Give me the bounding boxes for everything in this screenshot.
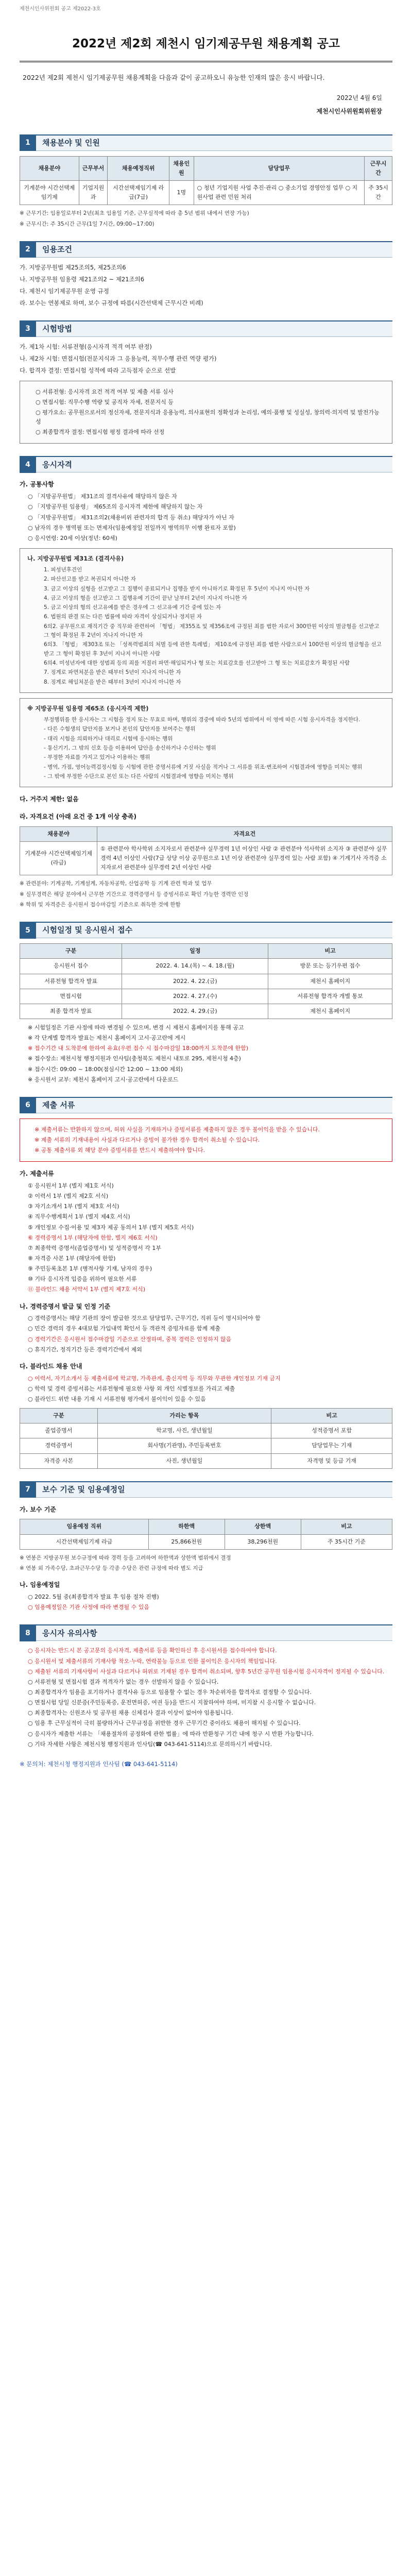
- disqualification-box: [20, 548, 392, 693]
- list-item: 8. 징계로 해임처분을 받은 때부터 3년이 지나지 아니한 자: [44, 679, 181, 685]
- exam-restriction-box: [20, 698, 392, 787]
- table-cell: 기계분야 시간선택제임기제: [20, 181, 79, 205]
- table-header: 구분: [20, 944, 122, 959]
- table-cell: 시간선택제임기제 라급(7급): [108, 181, 169, 205]
- list-item: - 다른 수험생의 답안지를 보거나 본인의 답안지를 보여주는 행위: [44, 726, 196, 733]
- section-3-header: [20, 320, 392, 337]
- list-item: ② 이력서 1부 (별지 제2호 서식): [28, 1193, 109, 1200]
- table-cell: 38,296천원: [225, 1534, 301, 1549]
- table-cell: 주 35시간: [365, 181, 392, 205]
- list-item: ○ 임용예정일은 기관 사정에 따라 변경될 수 있음: [28, 1604, 149, 1611]
- table-cell: 서류전형 합격자 개별 통보: [268, 989, 392, 1004]
- table-cell: 경력증명서: [20, 1438, 98, 1453]
- list-item: 4. 금고 이상의 형을 선고받고 그 집행유예 기간이 끝난 날부터 2년이 지나지 아니한 자: [44, 595, 247, 601]
- table-cell: 2022. 4. 14.(목) ~ 4. 18.(월): [122, 959, 268, 974]
- list-item: ○ 남자의 경우 병역필 또는 면제자(임용예정일 전일까지 병역의무 이행 완료자 포함): [28, 524, 236, 531]
- table-cell: 최종 합격자 발표: [20, 1004, 122, 1019]
- list-item: ○ 학력 및 경력 증빙서류는 서류전형에 필요한 사항 외 개인 식별정보를 가리고 제출: [28, 1385, 235, 1392]
- table-header: 근무시간: [365, 156, 392, 180]
- list-item: ○ 응시자가 제출한 서류는 「채용절차의 공정화에 관한 법률」에 따라 반환청구 기간 내에 청구 시 반환 가능합니다.: [28, 1730, 314, 1737]
- table-header: 비고: [268, 944, 392, 959]
- subsection-title: 다. 거주지 제한: 없음: [20, 795, 79, 803]
- list-item: ※ 시험일정은 기관 사정에 따라 변경될 수 있으며, 변경 시 제천시 홈페이지를 통해 공고: [28, 1024, 244, 1031]
- section-5-header: [20, 922, 392, 938]
- table-cell: 시간선택제임기제 라급: [20, 1534, 149, 1549]
- table-cell: ○ 청년 기업지원 사업 추진·관리 ○ 중소기업 경영안정 업무 ○ 지원사업 관련 민원 처리: [194, 181, 365, 205]
- table-row: [20, 1004, 392, 1019]
- list-item: ○ 서류전형 및 면접시험 결과 적격자가 없는 경우 선발하지 않을 수 있습니다.: [28, 1678, 219, 1685]
- section-title: 임용조건: [42, 245, 72, 255]
- section-number: 8: [20, 1625, 36, 1641]
- list-item: 나. 제2차 시험: 면접시험(전문지식과 그 응용능력, 직무수행 관련 역량 평가): [20, 354, 217, 362]
- announcement-date: 2022년 4월 6일: [336, 94, 382, 102]
- table-header: 채용예정직위: [108, 156, 169, 180]
- page-title: 2022년 제2회 제천시 임기제공무원 채용계획 공고: [72, 37, 340, 50]
- list-item: ○ 블라인드 위반 내용 기재 시 서류전형 평가에서 불이익이 있을 수 있음: [28, 1395, 206, 1402]
- list-item: ○ 휴직기간, 정직기간 등은 경력기간에서 제외: [28, 1346, 142, 1353]
- list-item: 다. 합격자 결정: 면접시험 성적에 따라 고득점자 순으로 선발: [20, 366, 176, 374]
- list-item: 6. 법원의 판결 또는 다른 법률에 따라 자격이 상실되거나 정지된 자: [44, 614, 202, 620]
- note: ※ 연봉 외 가족수당, 초과근무수당 등 각종 수당은 관련 규정에 따라 별도 지급: [20, 1565, 203, 1572]
- list-item: - 그 밖에 부정한 수단으로 본인 또는 다른 사람의 시험결과에 영향을 미치는 행위: [44, 773, 234, 779]
- recruitment-table: [20, 156, 392, 206]
- table-header: 비고: [271, 1409, 392, 1423]
- box-title: ※ 지방공무원 임용령 제65조 (응시자격 제한): [27, 704, 149, 712]
- list-item: ⑥ 경력증명서 1부 (해당자에 한함, 별지 제6호 서식): [28, 1234, 158, 1241]
- section-title: 응시자격: [42, 460, 72, 469]
- section-number: 6: [20, 1097, 36, 1113]
- table-header: 가리는 항목: [97, 1409, 271, 1423]
- list-item: ○ 면접시험 당일 신분증(주민등록증, 운전면허증, 여권 등)을 반드시 지참하여야 하며, 미지참 시 응시할 수 없습니다.: [28, 1699, 316, 1706]
- list-item: ⑪ 블라인드 채용 서약서 1부 (별지 제7호 서식): [28, 1286, 146, 1293]
- list-item: ○ 응시연령: 20세 이상(정년: 60세): [28, 534, 117, 541]
- list-item: 부정행위를 한 응시자는 그 시험을 정지 또는 무효로 하며, 행위의 경중에 따라 5년의 범위에서 이 영에 따른 시험 응시자격을 정지한다.: [44, 716, 360, 723]
- contact-info: ※ 문의처: 제천시청 행정지원과 인사팀 (☎ 043-641-5114): [20, 1760, 178, 1768]
- subsection-title: 나. 임용예정일: [20, 1581, 60, 1589]
- section-number: 1: [20, 134, 36, 151]
- note: ※ 연봉은 지방공무원 보수규정에 따라 경력 등을 고려하여 하한액과 상한액 범위에서 결정: [20, 1554, 231, 1561]
- list-item: ※ 응시원서 교부: 제천시 홈페이지 고시·공고란에서 다운로드: [28, 1076, 179, 1083]
- list-item: ○ 「지방공무원법」 제31조의 결격사유에 해당하지 않은 자: [28, 493, 177, 500]
- section-number: 2: [20, 241, 36, 258]
- section-title: 응시자 유의사항: [42, 1628, 97, 1638]
- list-item: ※ 제출서류는 반환하지 않으며, 허위 사실을 기재하거나 증빙서류를 제출하지 않은 경우 불이익을 받을 수 있습니다.: [35, 1126, 320, 1133]
- section-title: 시험일정 및 응시원서 접수: [42, 925, 133, 935]
- section-8-header: [20, 1624, 392, 1641]
- table-cell: 2022. 4. 27.(수): [122, 989, 268, 1004]
- section-title: 제출 서류: [42, 1100, 75, 1110]
- table-cell: 졸업증명서: [20, 1423, 98, 1438]
- list-item: 7. 징계로 파면처분을 받은 때부터 5년이 지나지 아니한 자: [44, 669, 181, 676]
- table-header: 채용분야: [20, 156, 79, 180]
- table-cell: ① 관련분야 학사학위 소지자로서 관련분야 실무경력 1년 이상인 사람 ② 관련분야 석사학위 소지자 ③ 관련분야 실무경력 4년 이상인 사람(7급 상당 이상 공무원으로 1년 이상 관련분야 실무경력 있는 사람 포함) ④ 기계기사 자격증 소지자로서 관련분야 실무경력 2년 이상인 사람: [97, 841, 392, 875]
- table-header: 임용예정 직위: [20, 1519, 149, 1534]
- list-item: ① 응시원서 1부 (별지 제1호 서식): [28, 1182, 114, 1189]
- table-header: 근무부서: [79, 156, 108, 180]
- note: ※ 학위 및 자격증은 응시원서 접수마감일 기준으로 취득한 것에 한함: [20, 901, 181, 908]
- list-item: 6의3. 「형법」 제303조 또는 「성폭력범죄의 처벌 등에 관한 특례법」 제10조에 규정된 죄를 범한 사람으로서 100만원 이상의 벌금형을 선고받고 그 형이 확정된 후 3년이 지나지 아니한 사람: [44, 641, 382, 657]
- subsection-title: 나. 경력증명서 발급 및 인정 기준: [20, 1302, 111, 1310]
- caution-box: [20, 1118, 392, 1162]
- subsection-title: 가. 공통사항: [20, 481, 54, 488]
- table-cell: 제천시 홈페이지: [268, 974, 392, 989]
- list-item: 3. 금고 이상의 실형을 선고받고 그 집행이 종료되거나 집행을 받지 아니하기로 확정된 후 5년이 지나지 아니한 자: [44, 585, 310, 592]
- list-item: ○ 2022. 5월 중(최종합격자 발표 후 임용 절차 진행): [28, 1594, 159, 1601]
- table-cell: 서류전형 합격자 발표: [20, 974, 122, 989]
- list-item: ※ 접수기간 내 도착분에 한하여 유효(우편 접수 시 접수마감일 18:00까지 도착분에 한함): [28, 1045, 248, 1052]
- list-item: 2. 파산선고를 받고 복권되지 아니한 자: [44, 576, 136, 583]
- table-cell: 기업지원과: [79, 181, 108, 205]
- table-header: 담당업무: [194, 156, 365, 180]
- note: ※ 근무기간: 임용일로부터 2년(최초 임용일 기준, 근무실적에 따라 총 5년 범위 내에서 연장 가능): [20, 210, 249, 217]
- table-row: [20, 181, 392, 205]
- table-cell: 자격증 사본: [20, 1453, 98, 1468]
- table-cell: 방문 또는 등기우편 접수: [268, 959, 392, 974]
- table-header: 상한액: [225, 1519, 301, 1534]
- list-item: ○ 「지방공무원 임용령」 제65조의 응시자격 제한에 해당하지 않는 자: [28, 503, 203, 511]
- table-row: [20, 959, 392, 974]
- subsection-title: 라. 자격요건 (아래 요건 중 1개 이상 충족): [20, 812, 137, 820]
- list-item: ○ 경력기간은 응시원서 접수마감일 기준으로 산정하며, 중복 경력은 인정하지 않음: [28, 1335, 232, 1343]
- list-item: ○ 최종합격자 결정: 면접시험 평정 결과에 따라 선정: [36, 429, 165, 436]
- table-header: 하한액: [148, 1519, 225, 1534]
- list-item: 6의4. 미성년자에 대한 성범죄 등의 죄를 저질러 파면·해임되거나 형 또는 치료감호를 선고받아 그 형 또는 치료감호가 확정된 사람: [44, 660, 350, 667]
- list-item: 6의2. 공무원으로 재직기간 중 직무와 관련하여 「형법」 제355조 및 제356조에 규정된 죄를 범한 자로서 300만원 이상의 벌금형을 선고받고 그 형이 확정된 후 2년이 지나지 아니한 자: [44, 623, 380, 639]
- table-header: 일정: [122, 944, 268, 959]
- list-item: ○ 응시원서 및 제출서류의 기재사항 착오·누락, 연락불능 등으로 인한 불이익은 응시자의 책임입니다.: [28, 1657, 277, 1665]
- section-title: 채용분야 및 인원: [42, 138, 100, 147]
- list-item: ※ 제출 서류의 기재내용이 사실과 다르거나 증빙이 불가한 경우 합격이 취소될 수 있습니다.: [35, 1136, 260, 1143]
- section-number: 7: [20, 1481, 36, 1498]
- list-item: 나. 지방공무원 임용령 제21조의2 ~ 제21조의6: [20, 275, 145, 283]
- list-item: - 병역, 가점, 영어능력검정시험 등 시험에 관한 증명서류에 거짓 사실을 적거나 그 서류를 위조·변조하여 시험결과에 영향을 미치는 행위: [44, 764, 363, 770]
- notice-number: 제천시인사위원회 공고 제2022-3호: [20, 6, 101, 12]
- table-row: [20, 1534, 392, 1549]
- table-cell: 1명: [169, 181, 194, 205]
- list-item: ○ 기타 자세한 사항은 제천시청 행정지원과 인사팀(☎ 043-641-5114)으로 문의하시기 바랍니다.: [28, 1740, 272, 1748]
- list-item: 5. 금고 이상의 형의 선고유예를 받은 경우에 그 선고유예 기간 중에 있는 자: [44, 604, 221, 611]
- section-title: 보수 기준 및 임용예정일: [42, 1484, 125, 1494]
- section-2-header: [20, 241, 392, 258]
- section-number: 3: [20, 320, 36, 337]
- list-item: ○ 경력증명서는 해당 기관의 장이 발급한 것으로 담당업무, 근무기간, 직위 등이 명시되어야 함: [28, 1315, 261, 1322]
- list-item: 가. 제1차 시험: 서류전형(응시자격 적격 여부 판정): [20, 343, 152, 350]
- table-cell: 학교명, 사진, 생년월일: [97, 1423, 271, 1438]
- section-title: 시험방법: [42, 324, 72, 333]
- list-item: ○ 면접시험: 직무수행 역량 및 공직자 자세, 전문지식 등: [36, 398, 174, 405]
- section-number: 4: [20, 456, 36, 473]
- table-header: 채용인원: [169, 156, 194, 180]
- table-header: 구분: [20, 1409, 98, 1423]
- list-item: ※ 접수시간: 09:00 ~ 18:00(점심시간 12:00 ~ 13:00 제외): [28, 1065, 183, 1073]
- table-row: [20, 841, 392, 875]
- table-cell: 자격명 및 등급 기재: [271, 1453, 392, 1468]
- list-item: 1. 피성년후견인: [44, 566, 82, 573]
- table-header: 채용분야: [20, 826, 97, 841]
- section-1-header: [20, 134, 392, 151]
- list-item: ③ 자기소개서 1부 (별지 제3호 서식): [28, 1203, 119, 1210]
- list-item: - 대리 시험을 의뢰하거나 대리로 시험에 응시하는 행위: [44, 735, 173, 742]
- list-item: ⑦ 최종학력 증명서(졸업증명서) 및 성적증명서 각 1부: [28, 1244, 161, 1251]
- subsection-title: 가. 보수 기준: [20, 1505, 56, 1513]
- table-row: [20, 974, 392, 989]
- table-cell: 담당업무는 기재: [271, 1438, 392, 1453]
- table-cell: 면접시험: [20, 989, 122, 1004]
- note: ※ 실무경력은 해당 분야에서 근무한 기간으로 경력증명서 등 증빙서류로 확인 가능한 경력만 인정: [20, 891, 249, 897]
- section-6-header: [20, 1097, 392, 1113]
- list-item: 가. 지방공무원법 제25조의5, 제25조의6: [20, 263, 126, 271]
- section-7-header: [20, 1481, 392, 1498]
- list-item: - 통신기기, 그 밖의 신호 등을 이용하여 답안을 송신하거나 수신하는 행위: [44, 744, 216, 751]
- box-title: 나. 지방공무원법 제31조 (결격사유): [27, 554, 124, 562]
- list-item: ○ 민간 경력의 경우 4대보험 가입내역 확인서 등 객관적 증빙자료를 함께 제출: [28, 1325, 220, 1332]
- table-header: 비고: [301, 1519, 392, 1534]
- list-item: - 부정한 자료를 가지고 있거나 이용하는 행위: [44, 754, 150, 761]
- list-item: ○ 응시자는 반드시 본 공고문의 응시자격, 제출서류 등을 확인하신 후 응시원서를 접수하여야 합니다.: [28, 1647, 277, 1654]
- list-item: ○ 최종합격자는 신원조사 및 공무원 채용 신체검사 결과 이상이 없어야 임용됩니다.: [28, 1709, 233, 1717]
- table-row: [20, 1453, 392, 1468]
- list-item: ○ 「지방공무원법」 제31조의2(채용비위 관련자의 합격 등 취소) 해당자가 아닌 자: [28, 514, 234, 521]
- table-row: [20, 1438, 392, 1453]
- list-item: ⑩ 기타 응시자격 입증을 위하여 필요한 서류: [28, 1276, 137, 1283]
- list-item: ※ 각 단계별 합격자 발표는 제천시 홈페이지 고시·공고란에 게시: [28, 1035, 186, 1042]
- list-item: ○ 평가요소: 공무원으로서의 정신자세, 전문지식과 응용능력, 의사표현의 정확성과 논리성, 예의·품행 및 성실성, 창의력·의지력 및 발전가능성: [36, 409, 380, 426]
- table-row: [20, 1423, 392, 1438]
- list-item: ○ 임용 후 근무실적이 극히 불량하거나 근무규정을 위반한 경우 근무기간 중이라도 채용이 해지될 수 있습니다.: [28, 1720, 301, 1727]
- section-4-header: [20, 456, 392, 472]
- section-number: 5: [20, 922, 36, 939]
- table-cell: 주 35시간 기준: [301, 1534, 392, 1549]
- table-cell: 기계분야 시간선택제임기제 (라급): [20, 841, 97, 875]
- qualification-table: [20, 826, 392, 876]
- subsection-title: 가. 제출서류: [20, 1170, 54, 1178]
- blind-hiring-table: [20, 1408, 392, 1469]
- list-item: 라. 보수는 연봉제로 하며, 보수 규정에 따름(시간선택제 근무시간 비례): [20, 299, 203, 307]
- intro-paragraph: 2022년 제2회 제천시 임기제공무원 채용계획을 다음과 같이 공고하오니 유능한 인재의 많은 응시 바랍니다.: [23, 74, 325, 82]
- salary-table: [20, 1519, 392, 1549]
- table-row: [20, 989, 392, 1004]
- list-item: ○ 최종합격자가 임용을 포기하거나 결격사유 등으로 임용할 수 없는 경우 차순위자를 합격자로 결정할 수 있습니다.: [28, 1689, 312, 1696]
- list-item: ⑤ 개인정보 수집·이용 및 제3자 제공 동의서 1부 (별지 제5호 서식): [28, 1224, 194, 1231]
- list-item: ○ 서류전형: 응시자격 요건 적격 여부 및 제출 서류 심사: [36, 388, 174, 395]
- subsection-title: 다. 블라인드 채용 안내: [20, 1362, 82, 1370]
- table-cell: 2022. 4. 22.(금): [122, 974, 268, 989]
- table-cell: 제천시 홈페이지: [268, 1004, 392, 1019]
- table-cell: 2022. 4. 29.(금): [122, 1004, 268, 1019]
- schedule-table: [20, 943, 392, 1019]
- list-item: ⑨ 주민등록초본 1부 (병적사항 기재, 남자의 경우): [28, 1265, 152, 1273]
- table-cell: 응시원서 접수: [20, 959, 122, 974]
- note: ※ 근무시간: 주 35시간 근무(1일 7시간, 09:00~17:00): [20, 221, 154, 227]
- title-divider: [20, 61, 392, 62]
- list-item: ⑧ 자격증 사본 1부 (해당자에 한함): [28, 1255, 116, 1262]
- table-cell: 회사명(기관명), 주민등록번호: [97, 1438, 271, 1453]
- note: ※ 관련분야: 기계공학, 기계설계, 자동차공학, 산업공학 등 기계 관련 학과 및 업무: [20, 880, 212, 887]
- table-header: 자격요건: [97, 826, 392, 841]
- table-cell: 25,866천원: [148, 1534, 225, 1549]
- list-item: ○ 이력서, 자기소개서 등 제출서류에 학교명, 가족관계, 출신지역 등 직무와 무관한 개인정보 기재 금지: [28, 1375, 281, 1382]
- list-item: ※ 공통 제출서류 외 해당 분야 증빙서류를 반드시 제출하여야 합니다.: [35, 1147, 205, 1154]
- exam-details-box: [20, 381, 392, 444]
- table-cell: 사진, 생년월일: [97, 1453, 271, 1468]
- list-item: ※ 접수장소: 제천시청 행정지원과 인사팀(충청북도 제천시 내토로 295, 제천시청 4층): [28, 1055, 241, 1062]
- list-item: ④ 직무수행계획서 1부 (별지 제4호 서식): [28, 1213, 130, 1221]
- list-item: ○ 제출된 서류의 기재사항이 사실과 다르거나 허위로 기재된 경우 합격이 취소되며, 향후 5년간 공무원 임용시험 응시자격이 정지될 수 있습니다.: [28, 1668, 385, 1675]
- issuer-name: 제천시인사위원회위원장: [316, 107, 382, 115]
- table-cell: 성적증명서 포함: [271, 1423, 392, 1438]
- list-item: 다. 제천시 임기제공무원 운영 규정: [20, 287, 109, 295]
